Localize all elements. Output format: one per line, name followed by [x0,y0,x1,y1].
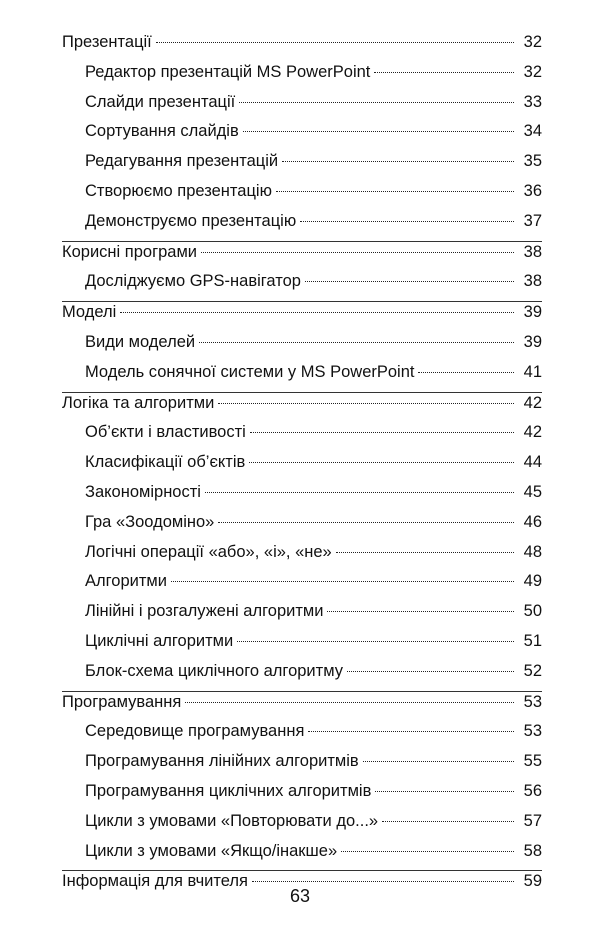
dot-leader [171,581,514,582]
dot-leader [249,462,514,463]
toc-entry-title: Циклічні алгоритми [85,631,234,650]
toc-entry[interactable] [62,181,542,211]
toc-entry-page: 57 [523,811,542,830]
toc-entry-title: Створюємо презентацію [85,181,272,200]
toc-entry[interactable] [62,482,542,512]
toc-section[interactable] [62,692,542,722]
toc-entry-title: Інформація для вчителя [62,872,248,891]
toc-entry-page: 34 [523,122,542,141]
dot-leader [252,881,514,882]
toc-entry[interactable] [62,362,542,392]
dot-leader [382,821,514,822]
dot-leader [300,221,514,222]
toc-section[interactable] [62,242,542,272]
toc-entry-title: Програмування лінійних алгоритмів [85,752,359,771]
toc-entry-page: 42 [523,423,542,442]
toc-entry-title: Програмування [62,692,182,711]
dot-leader [374,72,514,73]
toc-entry-title: Слайди презентації [85,92,236,111]
toc-entry-page: 38 [523,242,542,261]
toc-section[interactable] [62,32,542,62]
toc-entry[interactable] [62,841,542,871]
dot-leader [237,641,514,642]
toc-entry-title: Логіка та алгоритми [62,393,215,412]
dot-leader [305,281,514,282]
toc-entry[interactable] [62,781,542,811]
toc-entry-title: Презентації [62,33,152,51]
table-of-contents [62,32,542,901]
toc-entry-page: 51 [523,631,542,650]
toc-entry-page: 37 [523,211,542,230]
toc-entry-page: 56 [523,781,542,800]
toc-entry-page: 36 [523,181,542,200]
toc-entry[interactable] [62,811,542,841]
toc-entry-page: 52 [523,661,542,680]
toc-entry-title: Об’єкти і властивості [85,423,246,442]
toc-entry-title: Алгоритми [85,572,167,591]
toc-entry[interactable] [62,271,542,301]
dot-leader [120,312,514,313]
toc-entry-page: 38 [523,272,542,291]
dot-leader [282,161,514,162]
toc-entry-page: 59 [523,872,542,891]
dot-leader [250,432,514,433]
toc-entry-title: Досліджуємо GPS-навігатор [85,272,301,291]
toc-entry-page: 32 [523,33,542,51]
dot-leader [239,102,514,103]
toc-entry-title: Цикли з умовами «Якщо/інакше» [85,841,338,860]
toc-entry-page: 46 [523,512,542,531]
dot-leader [363,761,514,762]
toc-entry[interactable] [62,332,542,362]
toc-entry[interactable] [62,661,542,691]
toc-entry[interactable] [62,571,542,601]
page-number: 63 [289,886,311,906]
toc-entry[interactable] [62,422,542,452]
toc-entry[interactable] [62,151,542,181]
toc-entry-title: Демонструємо презентацію [85,211,297,230]
toc-entry[interactable] [62,512,542,542]
toc-entry-page: 44 [523,453,542,472]
toc-entry[interactable] [62,211,542,241]
dot-leader [218,522,514,523]
toc-entry-title: Логічні операції «або», «і», «не» [85,542,332,561]
toc-entry-title: Сортування слайдів [85,122,239,141]
toc-entry-page: 35 [523,152,542,171]
toc-entry-page: 39 [523,332,542,351]
dot-leader [418,372,514,373]
toc-entry-page: 53 [523,692,542,711]
toc-entry[interactable] [62,121,542,151]
toc-entry-page: 41 [523,362,542,381]
toc-entry-page: 58 [523,841,542,860]
toc-entry[interactable] [62,92,542,122]
toc-entry-page: 32 [523,62,542,81]
dot-leader [336,552,514,553]
toc-entry[interactable] [62,721,542,751]
toc-entry-title: Лінійні і розгалужені алгоритми [85,602,324,621]
toc-entry-title: Класифікації об’єктів [85,453,246,472]
toc-section[interactable] [62,302,542,332]
toc-entry-title: Закономірності [85,482,201,501]
toc-entry[interactable] [62,452,542,482]
toc-entry-title: Редагування презентацій [85,152,279,171]
dot-leader [341,851,514,852]
toc-entry-title: Гра «Зоодоміно» [85,512,215,531]
toc-entry[interactable] [62,62,542,92]
dot-leader [347,671,514,672]
dot-leader [205,492,514,493]
dot-leader [185,702,514,703]
toc-entry-page: 48 [523,542,542,561]
toc-entry-page: 33 [523,92,542,111]
toc-entry-page: 50 [523,602,542,621]
toc-section[interactable] [62,393,542,423]
dot-leader [199,342,514,343]
toc-entry[interactable] [62,601,542,631]
toc-entry-page: 39 [523,303,542,322]
toc-entry-title: Програмування циклічних алгоритмів [85,781,372,800]
toc-entry[interactable] [62,542,542,572]
dot-leader [218,403,514,404]
toc-entry-title: Модель сонячної системи у MS PowerPoint [85,362,415,381]
toc-entry-title: Блок-схема циклічного алгоритму [85,661,343,680]
dot-leader [375,791,514,792]
toc-entry-page: 49 [523,572,542,591]
toc-entry-title: Середовище програмування [85,722,305,741]
dot-leader [276,191,514,192]
toc-entry-title: Редактор презентацій MS PowerPoint [85,62,371,81]
dot-leader [201,252,514,253]
toc-entry-title: Корисні програми [62,242,198,261]
dot-leader [308,731,514,732]
toc-entry-title: Цикли з умовами «Повторювати до...» [85,811,379,830]
toc-entry[interactable] [62,631,542,661]
toc-entry-page: 42 [523,393,542,412]
toc-entry-page: 55 [523,752,542,771]
dot-leader [156,42,514,43]
toc-entry-title: Види моделей [85,332,196,351]
toc-entry-page: 53 [523,722,542,741]
dot-leader [243,131,514,132]
toc-entry-page: 45 [523,482,542,501]
toc-entry-title: Моделі [62,303,117,322]
dot-leader [327,611,514,612]
toc-entry[interactable] [62,751,542,781]
